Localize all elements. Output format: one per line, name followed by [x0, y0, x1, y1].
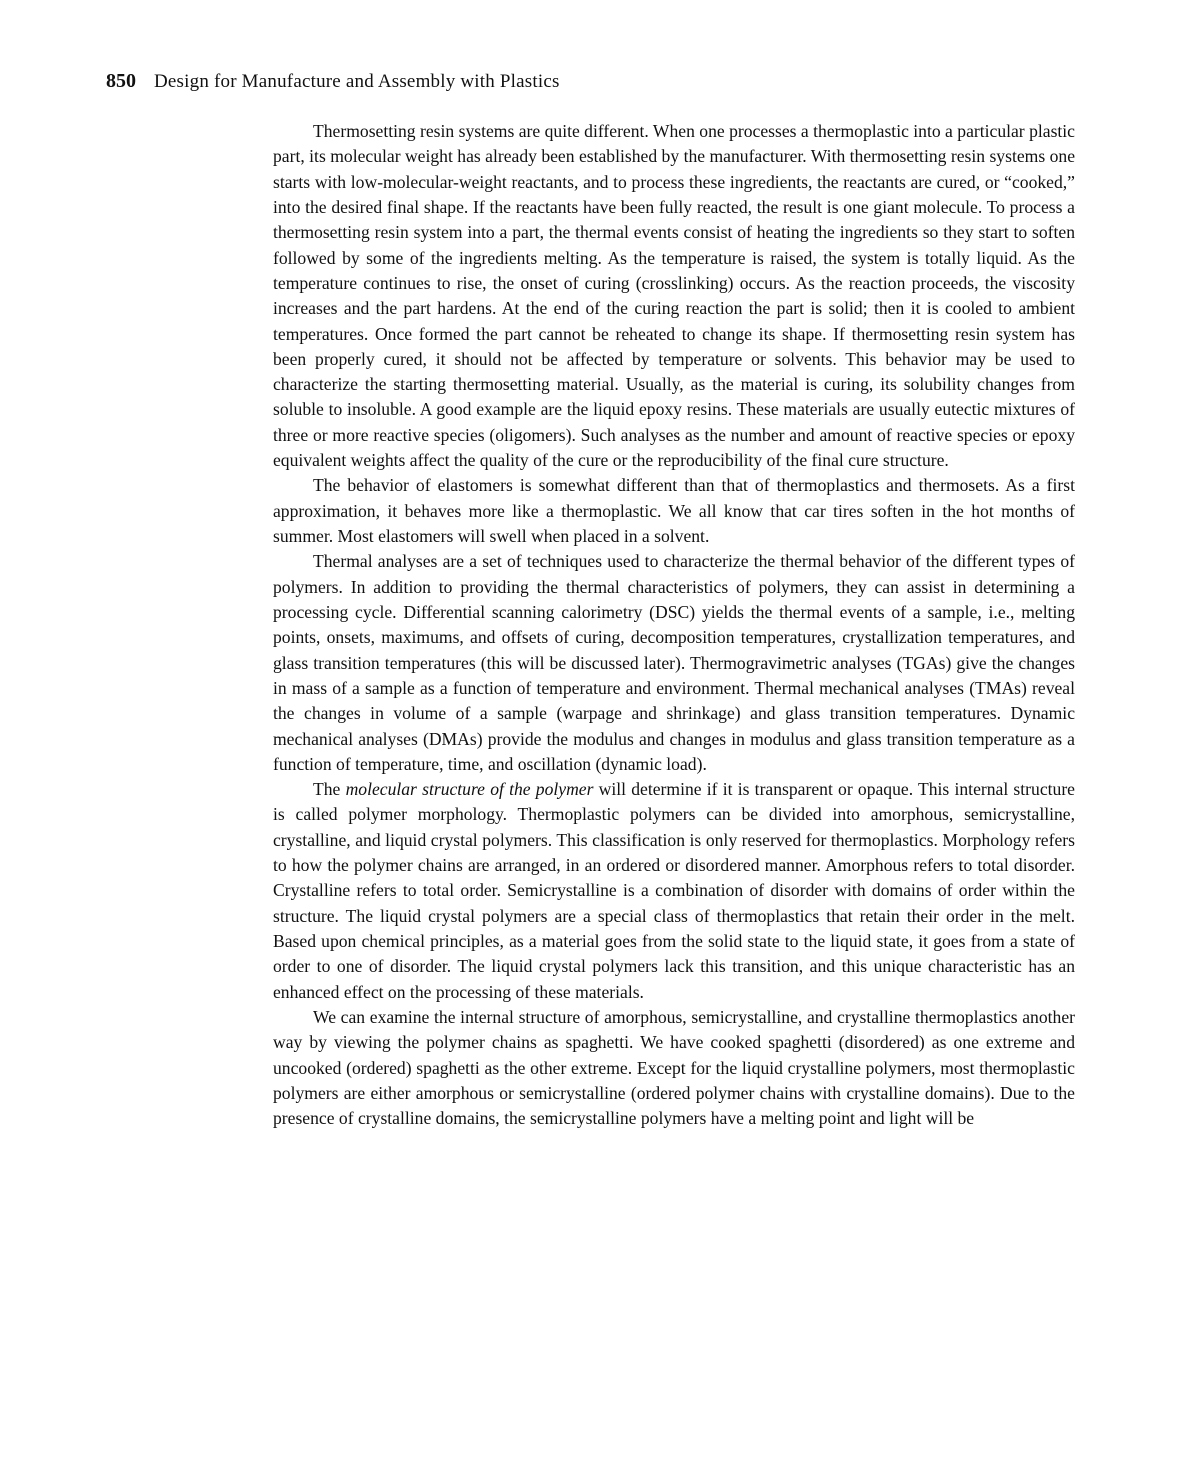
paragraph-lead: The — [313, 779, 346, 800]
paragraph-body: will determine if it is transparent or opaque. This internal structure is called polymer morphology. Thermoplastic polymers can be divided into amorphous, semicrystalline, crystalline, and liquid crystal polymers. This classification is only reserved for thermoplastics. Morphology refers to how the polymer chains are arranged, in an ordered or disordered manner. Amorphous refers to total disorder. Crystalline refers to total order. Semicrystalline is a combination of disorder with domains of order within the structure. The liquid crystal polymers are a special class of thermoplastics that retain their order in the melt. Based upon chemical principles, as a material goes from the solid state to the liquid state, it goes from a state of order to one of disorder. The liquid crystal polymers lack this transition, and this unique characteristic has an enhanced effect on the processing of these materials. — [273, 779, 1075, 1002]
paragraph-thermosetting: Thermosetting resin systems are quite different. When one processes a thermoplastic into a particular plastic part, its molecular weight has already been established by the manufacturer. With thermosetting resin systems one starts with low-molecular-weight reactants, and to process these ingredients, the reactants are cured, or “cooked,” into the desired final shape. If the reactants have been fully reacted, the result is one giant molecule. To process a thermosetting resin system into a part, the thermal events consist of heating the ingredients so they start to soften followed by some of the ingredients melting. As the temperature is raised, the system is totally liquid. As the temperature continues to rise, the onset of curing (crosslinking) occurs. As the reaction proceeds, the viscosity increases and the part hardens. At the end of the curing reaction the part is solid; then it is cooled to ambient temperatures. Once formed the part cannot be reheated to change its shape. If thermosetting resin system has been properly cured, it should not be affected by temperature or solvents. This behavior may be used to characterize the starting thermosetting material. Usually, as the material is curing, its solubility changes from soluble to insoluble. A good example are the liquid epoxy resins. These materials are usually eutectic mixtures of three or more reactive species (oligomers). Such analyses as the number and amount of reactive species or epoxy equivalent weights affect the quality of the cure or the reproducibility of the final cure structure. — [273, 121, 1075, 471]
paragraph-molecular-structure — [273, 777, 1075, 1005]
emphasis-term: molecular structure of the polymer — [345, 779, 594, 800]
paragraph-thermal-analyses: Thermal analyses are a set of techniques used to characterize the thermal behavior of the different types of polymers. In addition to providing the thermal characteristics of polymers, they can assist in determining a processing cycle. Differential scanning calorimetry (DSC) yields the thermal events of a sample, i.e., melting points, onsets, maximums, and offsets of curing, decomposition temperatures, crystallization temperatures, and glass transition temperatures (this will be discussed later). Thermogravimetric analyses (TGAs) give the changes in mass of a sample as a function of temperature and environment. Thermal mechanical analyses (TMAs) reveal the changes in volume of a sample (warpage and shrinkage) and glass transition temperatures. Dynamic mechanical analyses (DMAs) provide the modulus and changes in modulus and glass transition temperature as a function of temperature, time, and oscillation (dynamic load). — [273, 551, 1075, 774]
paragraph-elastomers: The behavior of elastomers is somewhat different than that of thermoplastics and thermosets. As a first approximation, it behaves more like a thermoplastic. We all know that car tires soften in the hot months of summer. Most elastomers will swell when placed in a solvent. — [273, 475, 1075, 546]
body-text — [273, 119, 1075, 1132]
running-title: Design for Manufacture and Assembly with Plastics — [154, 71, 560, 92]
paragraph-spaghetti: We can examine the internal structure of amorphous, semicrystalline, and crystalline thermoplastics another way by viewing the polymer chains as spaghetti. We have cooked spaghetti (disordered) as one extreme and uncooked (ordered) spaghetti as the other extreme. Except for the liquid crystalline polymers, most thermoplastic polymers are either amorphous or semicrystalline (ordered polymer chains with crystalline domains). Due to the presence of crystalline domains, the semicrystalline polymers have a melting point and light will be — [273, 1006, 1075, 1129]
running-head — [106, 70, 560, 93]
page-number: 850 — [106, 70, 136, 92]
